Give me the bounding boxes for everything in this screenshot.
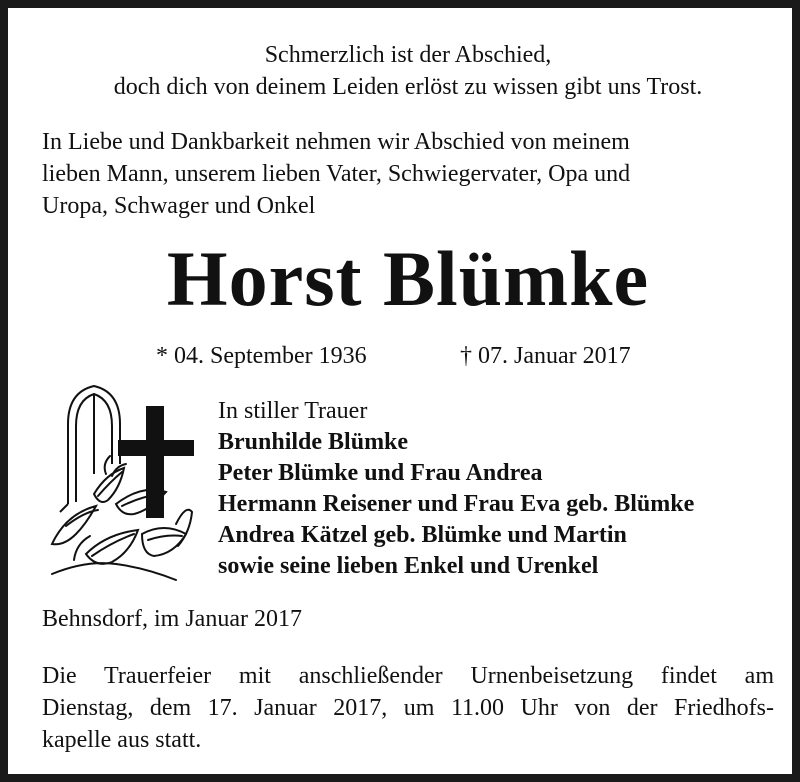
mourner-name: Brunhilde Blümke	[218, 429, 409, 455]
mourner-name: Peter Blümke und Frau Andrea	[218, 460, 543, 486]
intro-line-2: lieben Mann, unserem lieben Vater, Schwiegervater, Opa und	[42, 161, 631, 187]
mourners-heading: In stiller Trauer	[218, 398, 368, 424]
funeral-line-1: Die Trauerfeier mit anschließender Urnenbeisetzung findet am	[42, 663, 774, 689]
deceased-name: Horst Blümke	[166, 235, 650, 322]
mourners-block	[218, 396, 694, 582]
birth-date: * 04. September 1936	[156, 343, 367, 369]
funeral-line-3: kapelle aus statt.	[42, 727, 202, 753]
funeral-line-2: Dienstag, dem 17. Januar 2017, um 11.00 Uhr von der Friedhofs-	[42, 695, 774, 721]
mourner-name: sowie seine lieben Enkel und Urenkel	[218, 553, 599, 579]
intro-line-1: In Liebe und Dankbarkeit nehmen wir Abschied von meinem	[42, 129, 630, 155]
mourner-name: Hermann Reisener und Frau Eva geb. Blümke	[218, 491, 695, 517]
place-and-date: Behnsdorf, im Januar 2017	[42, 606, 302, 632]
mourner-name: Andrea Kätzel geb. Blümke und Martin	[218, 522, 627, 548]
cross-and-lily-icon	[46, 384, 196, 584]
motto-line-1: Schmerzlich ist der Abschied,	[264, 42, 552, 68]
funeral-notice	[42, 660, 774, 756]
intro-line-3: Uropa, Schwager und Onkel	[42, 193, 316, 219]
intro-text	[42, 126, 774, 222]
death-date: † 07. Januar 2017	[460, 343, 631, 369]
motto-line-2: doch dich von deinem Leiden erlöst zu wissen gibt uns Trost.	[113, 74, 703, 100]
